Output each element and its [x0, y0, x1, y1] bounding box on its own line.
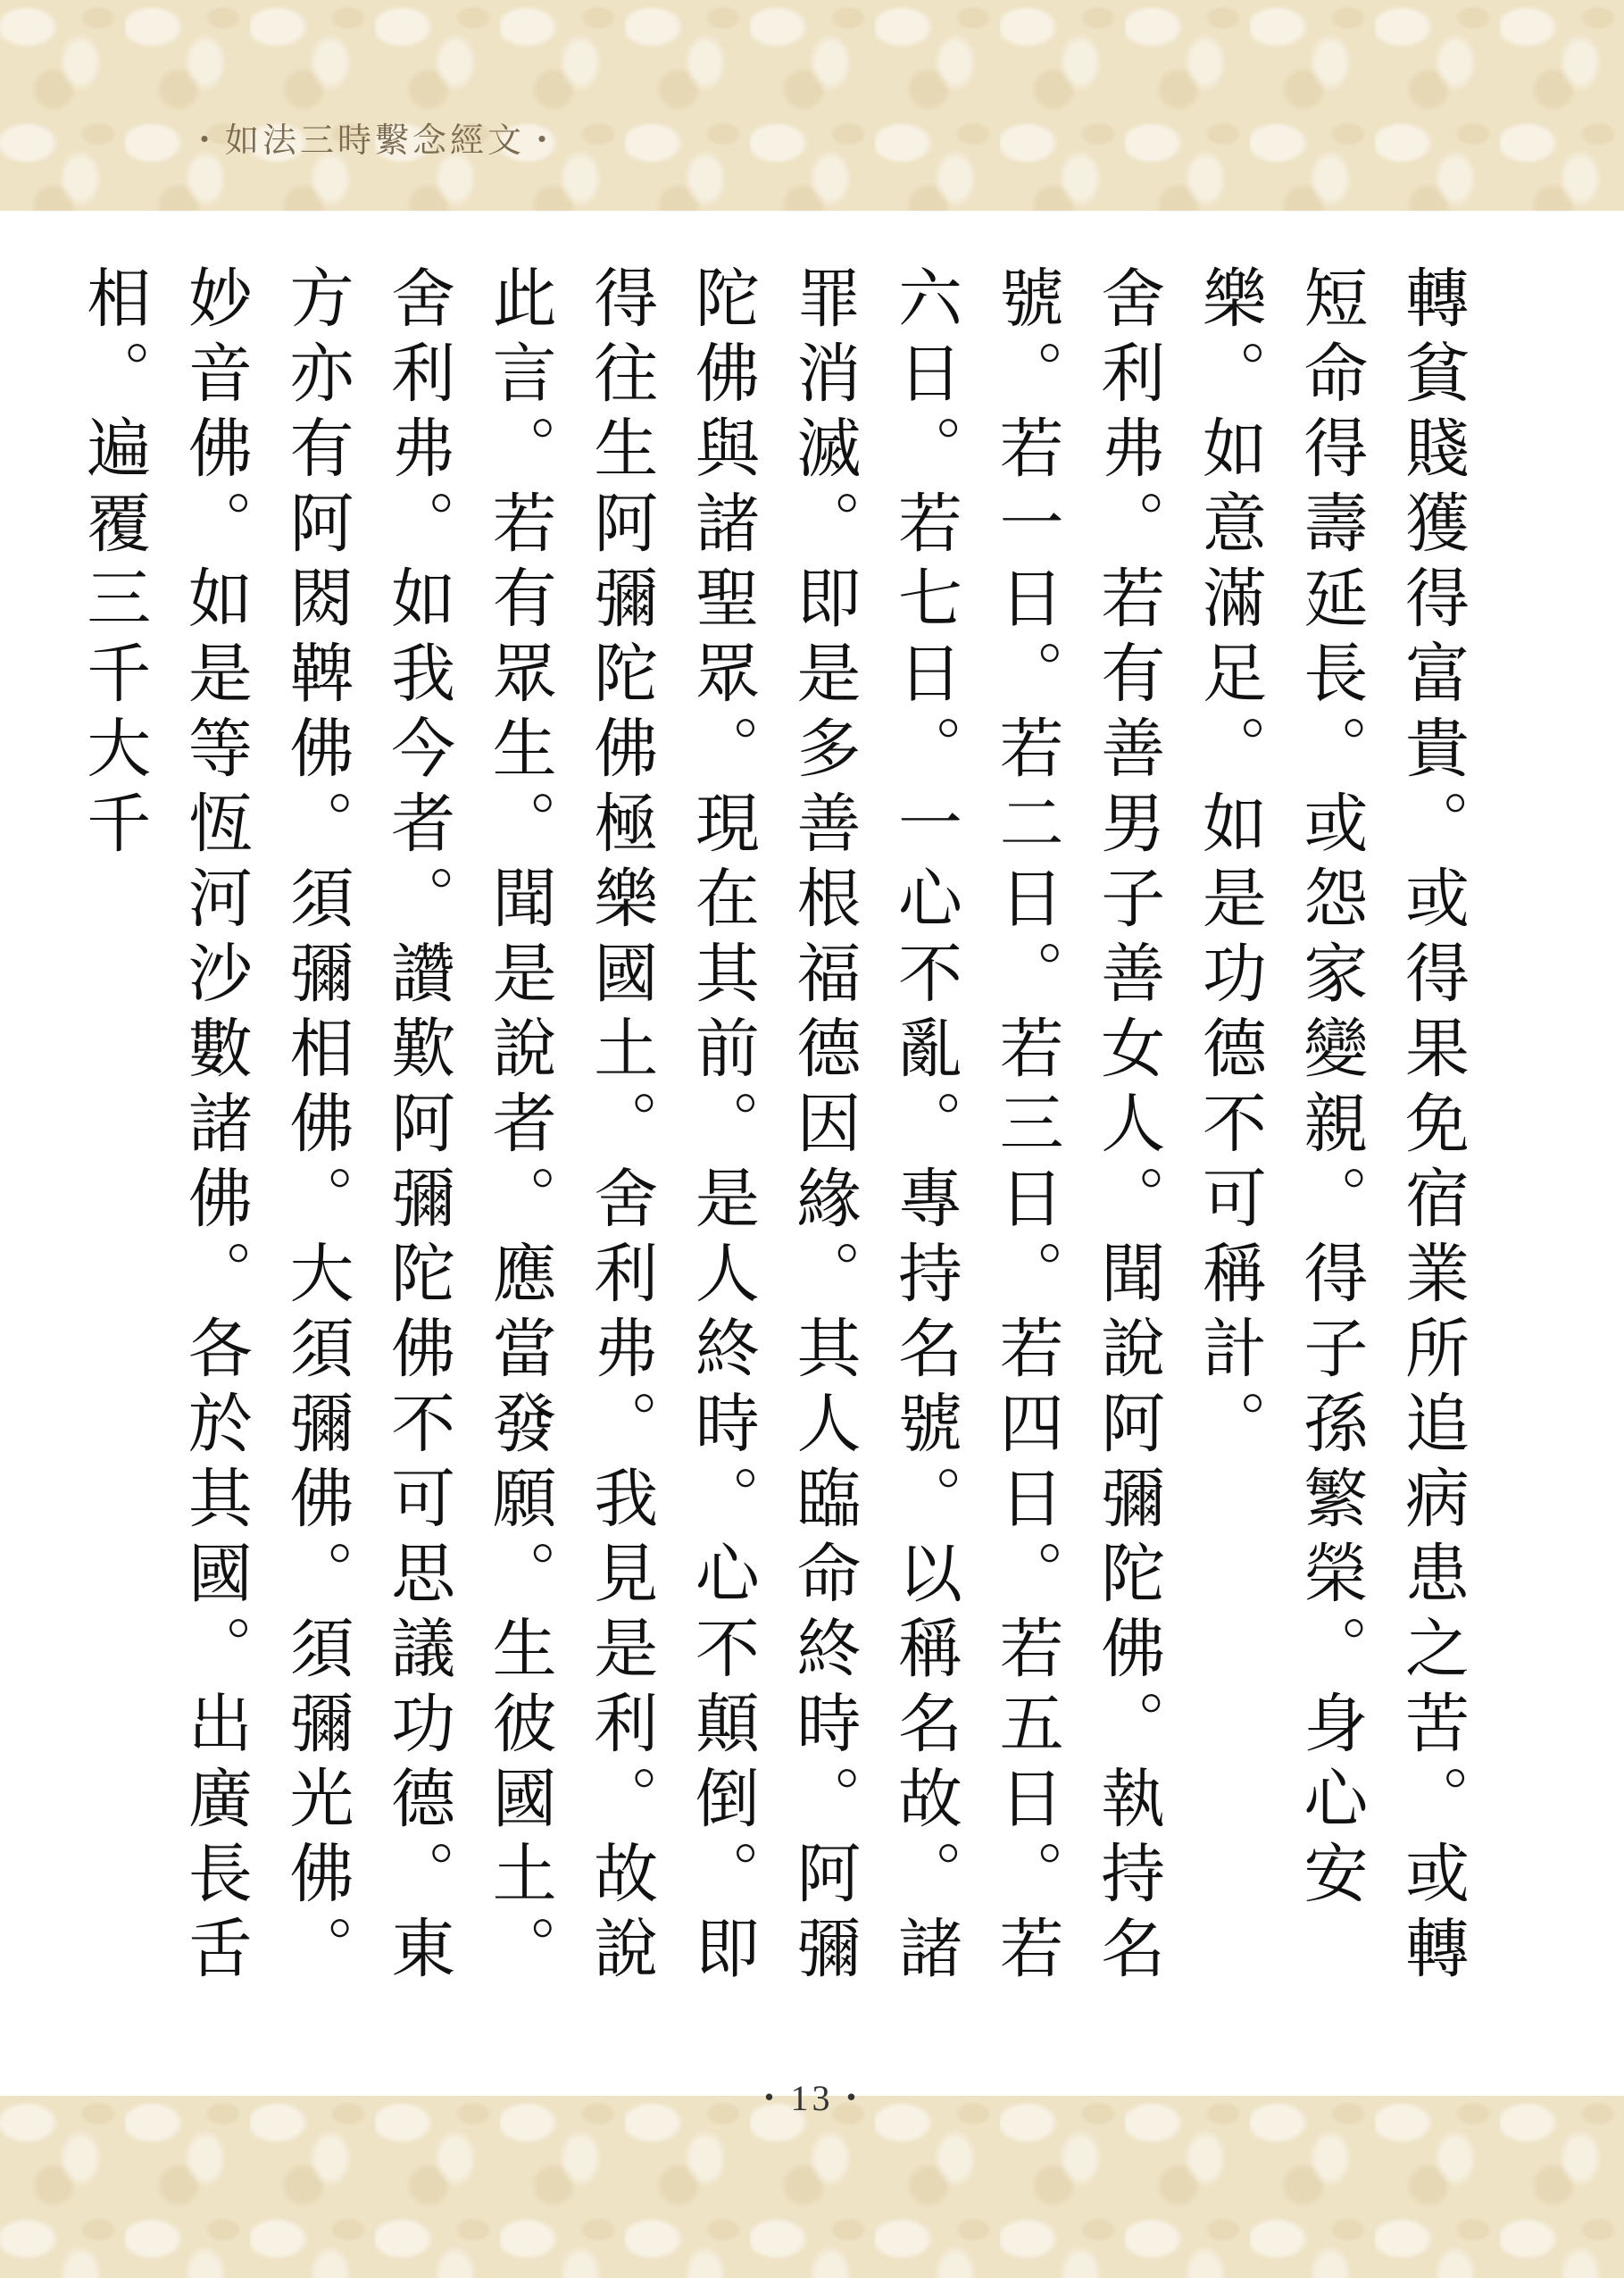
paragraph-2: 舍利弗。若有善男子善女人。聞說阿彌陀佛。執持名號。若一日。若二日。若三日。若四日。若五日。若六日。若七日。一心不亂。專持名號。以稱名故。諸罪消滅。即是多善根福德因緣。其人臨命終時。阿彌陀佛與諸聖眾。現在其前。是人終時。心不顛倒。即得往生阿彌陀佛極樂國土。舍利弗。我見是利。故說此言。若有眾生。聞是說者。應當發願。生彼國土。舍利弗。如我今者。讚歎阿彌陀佛不可思議功德。東方亦有阿閦鞞佛。須彌相佛。大須彌佛。須彌光佛。妙音佛。如是等恆河沙數諸佛。各於其國。出廣長舌相。遍覆三千大千 [76, 264, 1166, 1990]
page-number: ・13・ [751, 2078, 873, 2118]
scripture-text [76, 264, 1482, 2032]
top-decorative-band [0, 0, 1624, 211]
running-header: ・如法三時繫念經文・ [187, 121, 563, 160]
paragraph-1: 轉貧賤獲得富貴。或得果免宿業所追病患之苦。或轉短命得壽延長。或怨家變親。得子孫繁榮。身心安樂。如意滿足。如是功德不可稱計。 [1191, 264, 1470, 1990]
bottom-decorative-band [0, 2096, 1624, 2278]
